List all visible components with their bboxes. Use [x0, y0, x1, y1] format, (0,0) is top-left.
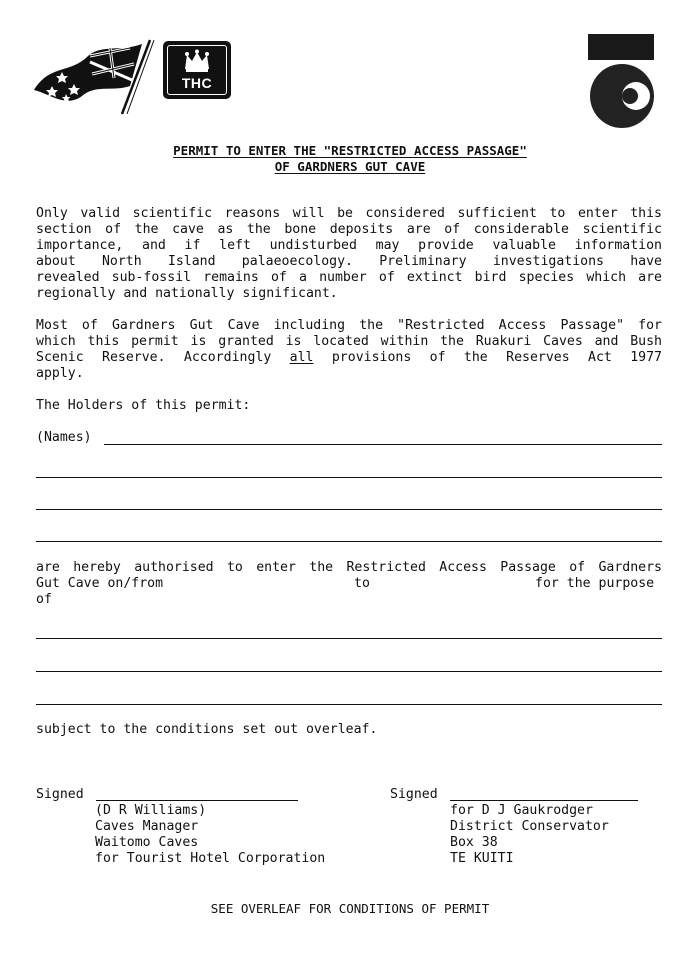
crown-icon: [183, 49, 211, 73]
paragraph2-line: apply.: [36, 366, 84, 381]
footer-note: SEE OVERLEAF FOR CONDITIONS OF PERMIT: [210, 901, 490, 916]
thc-logo: [163, 41, 231, 99]
right-signatory-title: District Conservator: [450, 819, 609, 834]
permit-title: PERMIT TO ENTER THE "RESTRICTED ACCESS PASSAGE": [173, 143, 527, 158]
authorisation-line: are hereby authorised to enter the Restricted Access Passage of Gardners: [36, 560, 662, 575]
date-from-label: Gut Cave on/from: [36, 576, 164, 591]
date-to-label: to: [354, 576, 370, 591]
right-signatory-box: Box 38: [450, 835, 498, 850]
paragraph1-line: importance, and if left undisturbed may provide valuable information: [36, 238, 662, 253]
paragraph1-line: about North Island palaeoecology. Preliminary investigations have: [36, 254, 662, 269]
purpose-line[interactable]: [36, 671, 662, 672]
conditions-text: subject to the conditions set out overleaf.: [36, 722, 378, 737]
names-line[interactable]: [36, 509, 662, 510]
right-signed-label: Signed: [390, 787, 438, 802]
left-signatory-title: Caves Manager: [95, 819, 199, 834]
left-signature-line[interactable]: [96, 800, 298, 801]
purpose-label-of: of: [36, 592, 52, 607]
left-signed-label: Signed: [36, 787, 84, 802]
names-line[interactable]: [104, 444, 662, 445]
paragraph2-line: Scenic Reserve. Accordingly all provisions of the Reserves Act 1977: [36, 350, 662, 365]
paragraph1-line: regionally and nationally significant.: [36, 286, 338, 301]
right-signatory-town: TE KUITI: [450, 851, 514, 866]
nz-flag-logo: [30, 34, 158, 116]
left-signatory-name: (D R Williams): [95, 803, 207, 818]
paragraph1-line: section of the cave as the bone deposits are of considerable scientific: [36, 222, 662, 237]
koru-icon: [586, 34, 658, 130]
doc-koru-logo: [586, 34, 658, 130]
purpose-label: for the purpose: [535, 576, 655, 591]
right-signature-line[interactable]: [450, 800, 638, 801]
purpose-line[interactable]: [36, 638, 662, 639]
paragraph2-line: which this permit is granted is located within the Ruakuri Caves and Bush: [36, 334, 662, 349]
purpose-line[interactable]: [36, 704, 662, 705]
paragraph1-line: Only valid scientific reasons will be considered sufficient to enter this: [36, 206, 662, 221]
holders-label: The Holders of this permit:: [36, 398, 251, 413]
emphasis-all: all: [289, 350, 314, 365]
names-line[interactable]: [36, 541, 662, 542]
thc-logo-text: THC: [181, 75, 213, 91]
paragraph1-line: revealed sub-fossil remains of a number of extinct bird species which are: [36, 270, 662, 285]
names-label: (Names): [36, 430, 92, 445]
paragraph2-line: Most of Gardners Gut Cave including the "Restricted Access Passage" for: [36, 318, 662, 333]
names-line[interactable]: [36, 477, 662, 478]
left-signatory-org: for Tourist Hotel Corporation: [95, 851, 326, 866]
left-signatory-place: Waitomo Caves: [95, 835, 199, 850]
flag-icon: [30, 34, 158, 116]
right-signatory-name: for D J Gaukrodger: [450, 803, 593, 818]
permit-subtitle: OF GARDNERS GUT CAVE: [274, 159, 426, 174]
